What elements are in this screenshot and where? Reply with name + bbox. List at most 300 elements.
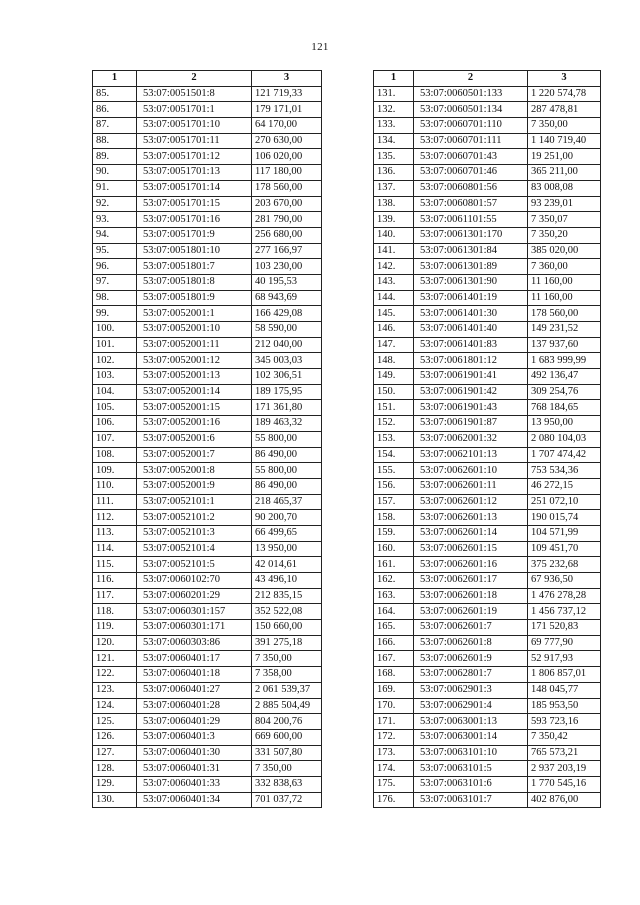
row-number: 96. bbox=[93, 259, 137, 275]
cadastral-value: 104 571,99 bbox=[528, 525, 601, 541]
cadastral-value: 58 590,00 bbox=[252, 322, 322, 338]
cadastral-number: 53:07:0062601:9 bbox=[414, 651, 528, 667]
cadastral-value: 7 350,42 bbox=[528, 729, 601, 745]
cadastral-value: 7 350,00 bbox=[252, 761, 322, 777]
table-row bbox=[93, 761, 322, 777]
row-number: 103. bbox=[93, 369, 137, 385]
cadastral-value: 2 080 104,03 bbox=[528, 431, 601, 447]
row-number: 122. bbox=[93, 667, 137, 683]
row-number: 169. bbox=[374, 682, 414, 698]
cadastral-value: 375 232,68 bbox=[528, 557, 601, 573]
row-number: 171. bbox=[374, 714, 414, 730]
row-number: 111. bbox=[93, 494, 137, 510]
table-row bbox=[374, 259, 601, 275]
row-number: 115. bbox=[93, 557, 137, 573]
cadastral-number: 53:07:0060401:31 bbox=[137, 761, 252, 777]
cadastral-number: 53:07:0060401:17 bbox=[137, 651, 252, 667]
cadastral-number: 53:07:0051701:11 bbox=[137, 133, 252, 149]
table-header-row bbox=[93, 71, 322, 87]
cadastral-number: 53:07:0062601:16 bbox=[414, 557, 528, 573]
cadastral-number: 53:07:0060701:46 bbox=[414, 165, 528, 181]
table-header-row bbox=[374, 71, 601, 87]
cadastral-number: 53:07:0051501:8 bbox=[137, 86, 252, 102]
row-number: 133. bbox=[374, 118, 414, 134]
row-number: 160. bbox=[374, 541, 414, 557]
cadastral-value: 185 953,50 bbox=[528, 698, 601, 714]
table-row bbox=[93, 118, 322, 134]
cadastral-value: 7 350,07 bbox=[528, 212, 601, 228]
cadastral-number: 53:07:0060701:43 bbox=[414, 149, 528, 165]
row-number: 132. bbox=[374, 102, 414, 118]
table-row bbox=[93, 588, 322, 604]
cadastral-number: 53:07:0062601:17 bbox=[414, 573, 528, 589]
table-row bbox=[374, 745, 601, 761]
cadastral-number: 53:07:0061901:42 bbox=[414, 384, 528, 400]
cadastral-number: 53:07:0063001:13 bbox=[414, 714, 528, 730]
cadastral-value: 150 660,00 bbox=[252, 620, 322, 636]
cadastral-number: 53:07:0060401:33 bbox=[137, 776, 252, 792]
table-row bbox=[93, 416, 322, 432]
row-number: 107. bbox=[93, 431, 137, 447]
table-row bbox=[374, 478, 601, 494]
cadastral-number: 53:07:0052001:1 bbox=[137, 306, 252, 322]
cadastral-value: 86 490,00 bbox=[252, 478, 322, 494]
row-number: 97. bbox=[93, 274, 137, 290]
row-number: 105. bbox=[93, 400, 137, 416]
cadastral-number: 53:07:0060102:70 bbox=[137, 573, 252, 589]
cadastral-value: 68 943,69 bbox=[252, 290, 322, 306]
table-row bbox=[93, 620, 322, 636]
cadastral-value: 402 876,00 bbox=[528, 792, 601, 808]
row-number: 138. bbox=[374, 196, 414, 212]
cadastral-number: 53:07:0052001:9 bbox=[137, 478, 252, 494]
cadastral-number: 53:07:0063101:5 bbox=[414, 761, 528, 777]
table-row bbox=[93, 212, 322, 228]
table-row bbox=[93, 431, 322, 447]
cadastral-number: 53:07:0063101:7 bbox=[414, 792, 528, 808]
cadastral-value: 137 937,60 bbox=[528, 337, 601, 353]
table-row bbox=[374, 384, 601, 400]
table-row bbox=[374, 463, 601, 479]
table-row bbox=[374, 196, 601, 212]
row-number: 127. bbox=[93, 745, 137, 761]
table-row bbox=[93, 259, 322, 275]
row-number: 94. bbox=[93, 227, 137, 243]
row-number: 110. bbox=[93, 478, 137, 494]
cadastral-value: 251 072,10 bbox=[528, 494, 601, 510]
row-number: 152. bbox=[374, 416, 414, 432]
table-row bbox=[93, 353, 322, 369]
row-number: 109. bbox=[93, 463, 137, 479]
row-number: 123. bbox=[93, 682, 137, 698]
cadastral-value: 86 490,00 bbox=[252, 447, 322, 463]
table-row bbox=[93, 180, 322, 196]
row-number: 120. bbox=[93, 635, 137, 651]
table-row bbox=[93, 667, 322, 683]
row-number: 144. bbox=[374, 290, 414, 306]
column-header-2: 2 bbox=[137, 71, 252, 87]
cadastral-number: 53:07:0063101:10 bbox=[414, 745, 528, 761]
cadastral-number: 53:07:0060801:56 bbox=[414, 180, 528, 196]
cadastral-value: 385 020,00 bbox=[528, 243, 601, 259]
cadastral-number: 53:07:0051801:8 bbox=[137, 274, 252, 290]
table-row bbox=[374, 667, 601, 683]
cadastral-number: 53:07:0061901:41 bbox=[414, 369, 528, 385]
row-number: 159. bbox=[374, 525, 414, 541]
cadastral-number: 53:07:0060401:3 bbox=[137, 729, 252, 745]
table-row bbox=[93, 274, 322, 290]
cadastral-value: 701 037,72 bbox=[252, 792, 322, 808]
cadastral-value: 331 507,80 bbox=[252, 745, 322, 761]
cadastral-value: 102 306,51 bbox=[252, 369, 322, 385]
cadastral-value: 1 220 574,78 bbox=[528, 86, 601, 102]
row-number: 125. bbox=[93, 714, 137, 730]
cadastral-number: 53:07:0061801:12 bbox=[414, 353, 528, 369]
cadastral-number: 53:07:0060701:110 bbox=[414, 118, 528, 134]
cadastral-value: 189 175,95 bbox=[252, 384, 322, 400]
table-row bbox=[93, 384, 322, 400]
cadastral-number: 53:07:0051801:9 bbox=[137, 290, 252, 306]
cadastral-value: 768 184,65 bbox=[528, 400, 601, 416]
cadastral-value: 178 560,00 bbox=[528, 306, 601, 322]
cadastral-number: 53:07:0063001:14 bbox=[414, 729, 528, 745]
row-number: 148. bbox=[374, 353, 414, 369]
row-number: 172. bbox=[374, 729, 414, 745]
row-number: 162. bbox=[374, 573, 414, 589]
cadastral-value: 212 835,15 bbox=[252, 588, 322, 604]
row-number: 101. bbox=[93, 337, 137, 353]
cadastral-value: 2 061 539,37 bbox=[252, 682, 322, 698]
column-header-3: 3 bbox=[528, 71, 601, 87]
cadastral-value: 332 838,63 bbox=[252, 776, 322, 792]
row-number: 121. bbox=[93, 651, 137, 667]
cadastral-value: 212 040,00 bbox=[252, 337, 322, 353]
table-row bbox=[93, 243, 322, 259]
table-row bbox=[374, 635, 601, 651]
cadastral-value: 365 211,00 bbox=[528, 165, 601, 181]
table-row bbox=[374, 698, 601, 714]
cadastral-value: 1 683 999,99 bbox=[528, 353, 601, 369]
table-row bbox=[374, 714, 601, 730]
cadastral-value: 345 003,03 bbox=[252, 353, 322, 369]
table-row bbox=[93, 573, 322, 589]
row-number: 92. bbox=[93, 196, 137, 212]
cadastral-number: 53:07:0051701:9 bbox=[137, 227, 252, 243]
cadastral-value: 106 020,00 bbox=[252, 149, 322, 165]
row-number: 126. bbox=[93, 729, 137, 745]
cadastral-number: 53:07:0052001:15 bbox=[137, 400, 252, 416]
table-row bbox=[374, 573, 601, 589]
table-row bbox=[374, 588, 601, 604]
row-number: 91. bbox=[93, 180, 137, 196]
column-header-3: 3 bbox=[252, 71, 322, 87]
cadastral-value: 2 937 203,19 bbox=[528, 761, 601, 777]
table-row bbox=[374, 682, 601, 698]
table-row bbox=[93, 557, 322, 573]
table-row bbox=[93, 510, 322, 526]
cadastral-value: 13 950,00 bbox=[528, 416, 601, 432]
cadastral-value: 765 573,21 bbox=[528, 745, 601, 761]
row-number: 157. bbox=[374, 494, 414, 510]
cadastral-value: 11 160,00 bbox=[528, 290, 601, 306]
row-number: 145. bbox=[374, 306, 414, 322]
cadastral-number: 53:07:0052001:14 bbox=[137, 384, 252, 400]
row-number: 118. bbox=[93, 604, 137, 620]
cadastral-number: 53:07:0060201:29 bbox=[137, 588, 252, 604]
row-number: 173. bbox=[374, 745, 414, 761]
cadastral-number: 53:07:0061101:55 bbox=[414, 212, 528, 228]
row-number: 175. bbox=[374, 776, 414, 792]
table-row bbox=[93, 698, 322, 714]
table-row bbox=[374, 431, 601, 447]
cadastral-number: 53:07:0061901:87 bbox=[414, 416, 528, 432]
cadastral-number: 53:07:0062601:7 bbox=[414, 620, 528, 636]
table-row bbox=[374, 604, 601, 620]
row-number: 135. bbox=[374, 149, 414, 165]
table-row bbox=[374, 86, 601, 102]
cadastral-number: 53:07:0051701:14 bbox=[137, 180, 252, 196]
table-row bbox=[374, 447, 601, 463]
row-number: 102. bbox=[93, 353, 137, 369]
cadastral-number: 53:07:0061901:43 bbox=[414, 400, 528, 416]
row-number: 137. bbox=[374, 180, 414, 196]
table-row bbox=[374, 243, 601, 259]
cadastral-value: 287 478,81 bbox=[528, 102, 601, 118]
row-number: 176. bbox=[374, 792, 414, 808]
cadastral-value: 7 360,00 bbox=[528, 259, 601, 275]
cadastral-number: 53:07:0051701:13 bbox=[137, 165, 252, 181]
cadastral-value: 40 195,53 bbox=[252, 274, 322, 290]
cadastral-number: 53:07:0060401:30 bbox=[137, 745, 252, 761]
row-number: 164. bbox=[374, 604, 414, 620]
cadastral-number: 53:07:0060303:86 bbox=[137, 635, 252, 651]
cadastral-value: 13 950,00 bbox=[252, 541, 322, 557]
row-number: 106. bbox=[93, 416, 137, 432]
cadastral-number: 53:07:0051701:15 bbox=[137, 196, 252, 212]
cadastral-value: 2 885 504,49 bbox=[252, 698, 322, 714]
cadastral-number: 53:07:0052101:3 bbox=[137, 525, 252, 541]
row-number: 131. bbox=[374, 86, 414, 102]
table-row bbox=[93, 149, 322, 165]
table-row bbox=[374, 165, 601, 181]
cadastral-number: 53:07:0060401:34 bbox=[137, 792, 252, 808]
cadastral-number: 53:07:0051801:10 bbox=[137, 243, 252, 259]
cadastral-number: 53:07:0061401:30 bbox=[414, 306, 528, 322]
table-row bbox=[93, 165, 322, 181]
cadastral-value: 1 476 278,28 bbox=[528, 588, 601, 604]
table-row bbox=[374, 416, 601, 432]
cadastral-value: 148 045,77 bbox=[528, 682, 601, 698]
table-row bbox=[374, 761, 601, 777]
cadastral-value: 391 275,18 bbox=[252, 635, 322, 651]
row-number: 161. bbox=[374, 557, 414, 573]
cadastral-number: 53:07:0052101:4 bbox=[137, 541, 252, 557]
cadastral-number: 53:07:0062601:18 bbox=[414, 588, 528, 604]
cadastral-number: 53:07:0060501:133 bbox=[414, 86, 528, 102]
cadastral-value: 281 790,00 bbox=[252, 212, 322, 228]
row-number: 143. bbox=[374, 274, 414, 290]
cadastral-number: 53:07:0062601:13 bbox=[414, 510, 528, 526]
cadastral-value: 66 499,65 bbox=[252, 525, 322, 541]
cadastral-number: 53:07:0061301:89 bbox=[414, 259, 528, 275]
cadastral-number: 53:07:0051701:10 bbox=[137, 118, 252, 134]
row-number: 86. bbox=[93, 102, 137, 118]
cadastral-number: 53:07:0062601:14 bbox=[414, 525, 528, 541]
cadastral-value: 149 231,52 bbox=[528, 322, 601, 338]
table-row bbox=[93, 463, 322, 479]
cadastral-value: 11 160,00 bbox=[528, 274, 601, 290]
cadastral-number: 53:07:0052101:1 bbox=[137, 494, 252, 510]
cadastral-number: 53:07:0051801:7 bbox=[137, 259, 252, 275]
cadastral-number: 53:07:0062801:7 bbox=[414, 667, 528, 683]
cadastral-value: 171 520,83 bbox=[528, 620, 601, 636]
row-number: 116. bbox=[93, 573, 137, 589]
cadastral-number: 53:07:0052101:5 bbox=[137, 557, 252, 573]
row-number: 90. bbox=[93, 165, 137, 181]
row-number: 124. bbox=[93, 698, 137, 714]
cadastral-value: 804 200,76 bbox=[252, 714, 322, 730]
table-row bbox=[374, 337, 601, 353]
row-number: 114. bbox=[93, 541, 137, 557]
table-row bbox=[93, 447, 322, 463]
cadastral-number: 53:07:0060401:27 bbox=[137, 682, 252, 698]
row-number: 149. bbox=[374, 369, 414, 385]
cadastral-value: 64 170,00 bbox=[252, 118, 322, 134]
table-row bbox=[374, 227, 601, 243]
table-row bbox=[374, 494, 601, 510]
table-row bbox=[374, 133, 601, 149]
cadastral-number: 53:07:0063101:6 bbox=[414, 776, 528, 792]
table-row bbox=[93, 478, 322, 494]
table-row bbox=[374, 149, 601, 165]
row-number: 168. bbox=[374, 667, 414, 683]
table-row bbox=[374, 729, 601, 745]
row-number: 128. bbox=[93, 761, 137, 777]
row-number: 93. bbox=[93, 212, 137, 228]
table-row bbox=[374, 274, 601, 290]
row-number: 113. bbox=[93, 525, 137, 541]
column-header-2: 2 bbox=[414, 71, 528, 87]
table-row bbox=[93, 792, 322, 808]
row-number: 98. bbox=[93, 290, 137, 306]
row-number: 147. bbox=[374, 337, 414, 353]
cadastral-value: 203 670,00 bbox=[252, 196, 322, 212]
cadastral-number: 53:07:0060301:157 bbox=[137, 604, 252, 620]
cadastral-value: 90 200,70 bbox=[252, 510, 322, 526]
cadastral-value: 1 140 719,40 bbox=[528, 133, 601, 149]
row-number: 89. bbox=[93, 149, 137, 165]
table-row bbox=[374, 792, 601, 808]
cadastral-value: 179 171,01 bbox=[252, 102, 322, 118]
table-row bbox=[93, 369, 322, 385]
cadastral-value: 7 350,00 bbox=[528, 118, 601, 134]
cadastral-value: 69 777,90 bbox=[528, 635, 601, 651]
cadastral-value: 190 015,74 bbox=[528, 510, 601, 526]
cadastral-number: 53:07:0060801:57 bbox=[414, 196, 528, 212]
table-row bbox=[374, 322, 601, 338]
table-row bbox=[374, 369, 601, 385]
cadastral-number: 53:07:0062101:13 bbox=[414, 447, 528, 463]
cadastral-table-right bbox=[373, 70, 601, 808]
cadastral-number: 53:07:0062901:4 bbox=[414, 698, 528, 714]
table-row bbox=[374, 525, 601, 541]
row-number: 165. bbox=[374, 620, 414, 636]
table-row bbox=[374, 620, 601, 636]
page-number: 121 bbox=[311, 41, 329, 53]
row-number: 117. bbox=[93, 588, 137, 604]
row-number: 166. bbox=[374, 635, 414, 651]
table-row bbox=[93, 290, 322, 306]
cadastral-value: 669 600,00 bbox=[252, 729, 322, 745]
cadastral-value: 7 350,20 bbox=[528, 227, 601, 243]
cadastral-number: 53:07:0060401:29 bbox=[137, 714, 252, 730]
cadastral-value: 270 630,00 bbox=[252, 133, 322, 149]
cadastral-value: 121 719,33 bbox=[252, 86, 322, 102]
row-number: 150. bbox=[374, 384, 414, 400]
row-number: 158. bbox=[374, 510, 414, 526]
table-row bbox=[374, 306, 601, 322]
table-row bbox=[93, 322, 322, 338]
table-row bbox=[93, 102, 322, 118]
row-number: 146. bbox=[374, 322, 414, 338]
cadastral-number: 53:07:0061401:19 bbox=[414, 290, 528, 306]
table-row bbox=[374, 180, 601, 196]
cadastral-value: 171 361,80 bbox=[252, 400, 322, 416]
cadastral-value: 753 534,36 bbox=[528, 463, 601, 479]
row-number: 141. bbox=[374, 243, 414, 259]
cadastral-value: 1 806 857,01 bbox=[528, 667, 601, 683]
cadastral-number: 53:07:0052001:6 bbox=[137, 431, 252, 447]
cadastral-number: 53:07:0062901:3 bbox=[414, 682, 528, 698]
column-header-1: 1 bbox=[93, 71, 137, 87]
cadastral-value: 109 451,70 bbox=[528, 541, 601, 557]
table-row bbox=[93, 776, 322, 792]
row-number: 142. bbox=[374, 259, 414, 275]
cadastral-number: 53:07:0051701:1 bbox=[137, 102, 252, 118]
cadastral-value: 492 136,47 bbox=[528, 369, 601, 385]
cadastral-value: 166 429,08 bbox=[252, 306, 322, 322]
table-row bbox=[93, 306, 322, 322]
cadastral-number: 53:07:0060501:134 bbox=[414, 102, 528, 118]
table-row bbox=[93, 337, 322, 353]
row-number: 85. bbox=[93, 86, 137, 102]
table-row bbox=[93, 400, 322, 416]
row-number: 154. bbox=[374, 447, 414, 463]
cadastral-value: 103 230,00 bbox=[252, 259, 322, 275]
cadastral-value: 277 166,97 bbox=[252, 243, 322, 259]
table-row bbox=[93, 525, 322, 541]
cadastral-value: 352 522,08 bbox=[252, 604, 322, 620]
table-row bbox=[374, 651, 601, 667]
cadastral-value: 55 800,00 bbox=[252, 431, 322, 447]
row-number: 140. bbox=[374, 227, 414, 243]
table-row bbox=[93, 86, 322, 102]
row-number: 136. bbox=[374, 165, 414, 181]
table-row bbox=[374, 118, 601, 134]
row-number: 156. bbox=[374, 478, 414, 494]
cadastral-number: 53:07:0052001:16 bbox=[137, 416, 252, 432]
cadastral-value: 189 463,32 bbox=[252, 416, 322, 432]
cadastral-number: 53:07:0060401:18 bbox=[137, 667, 252, 683]
table-row bbox=[93, 745, 322, 761]
table-row bbox=[93, 635, 322, 651]
cadastral-number: 53:07:0060701:111 bbox=[414, 133, 528, 149]
table-row bbox=[374, 290, 601, 306]
table-row bbox=[93, 714, 322, 730]
table-row bbox=[93, 604, 322, 620]
cadastral-value: 52 917,93 bbox=[528, 651, 601, 667]
cadastral-value: 19 251,00 bbox=[528, 149, 601, 165]
